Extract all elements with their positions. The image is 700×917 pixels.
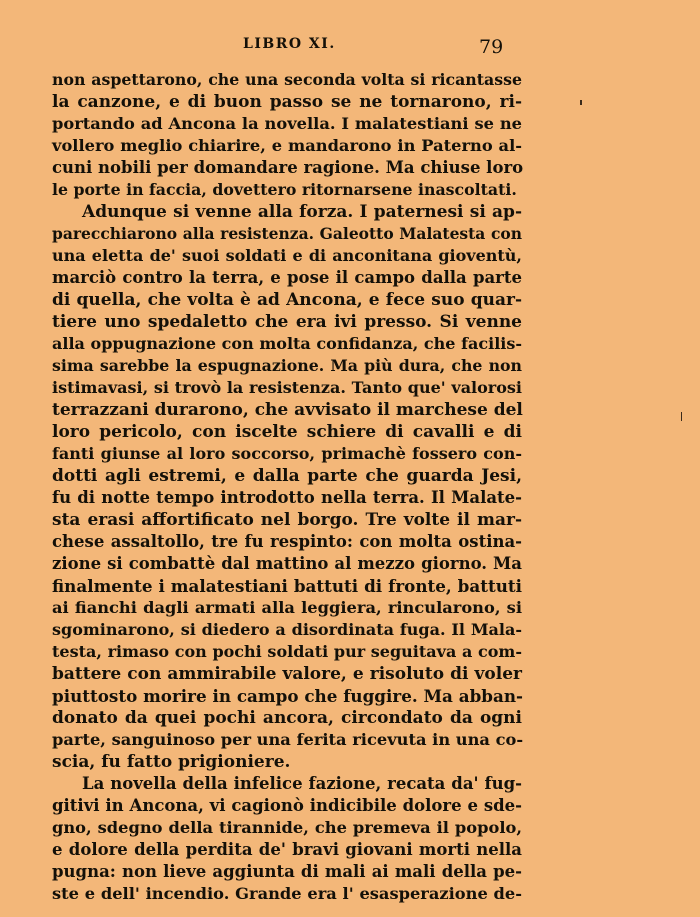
text-line: pugna: non lieve aggiunta di mali ai mali della pe- — [52, 862, 522, 881]
text-line: scia, fu fatto prigioniere. — [52, 752, 291, 772]
text-line: sgominarono, si diedero a disordinata fuga. Il Mala- — [52, 620, 522, 639]
text-line: fu di notte tempo introdotto nella terra. Il Malate- — [52, 488, 522, 507]
text-line: sima sarebbe la espugnazione. Ma più dura, che non — [52, 356, 522, 375]
text-line: gno, sdegno della tirannide, che premeva il popolo, — [52, 818, 522, 837]
text-line: zione si combattè dal mattino al mezzo giorno. Ma — [52, 554, 522, 573]
text-line: le porte in faccia, dovettero ritornarsene inascoltati. — [52, 180, 517, 199]
text-line: marciò contro la terra, e pose il campo dalla parte — [52, 268, 522, 287]
text-line: chese assaltollo, tre fu respinto: con molta ostina- — [52, 532, 522, 551]
print-speck — [580, 100, 582, 105]
text-line: loro pericolo, con iscelte schiere di cavalli e di — [52, 422, 522, 442]
text-line: ai fianchi dagli armati alla leggiera, rincularono, si — [52, 598, 522, 617]
text-line: portando ad Ancona la novella. I malatestiani se ne — [52, 114, 522, 133]
print-speck — [681, 412, 682, 421]
text-line: alla oppugnazione con molta confidanza, che facilis- — [52, 334, 522, 353]
text-line: non aspettarono, che una seconda volta si ricantasse — [52, 70, 522, 89]
text-line: e dolore della perdita de' bravi giovani morti nella — [52, 840, 522, 859]
page-number: 79 — [479, 36, 504, 58]
text-line: testa, rimaso con pochi soldati pur seguitava a com- — [52, 642, 522, 661]
text-line: terrazzani durarono, che avvisato il marchese del — [52, 400, 523, 420]
text-line: sta erasi affortificato nel borgo. Tre volte il mar- — [52, 510, 522, 530]
text-line: finalmente i malatestiani battuti di fronte, battuti — [52, 576, 522, 596]
text-line: istimavasi, si trovò la resistenza. Tanto que' valorosi — [52, 378, 522, 397]
text-line: cuni nobili per domandare ragione. Ma chiuse loro — [52, 158, 524, 177]
text-line: Adunque si venne alla forza. I paternesi si ap- — [82, 202, 522, 222]
text-line: una eletta de' suoi soldati e di anconitana gioventù, — [52, 246, 522, 265]
running-title: LIBRO XI. — [243, 36, 336, 52]
text-line: di quella, che volta è ad Ancona, e fece suo quar- — [52, 290, 522, 310]
text-line: piuttosto morire in campo che fuggire. Ma abban- — [52, 686, 523, 706]
text-line: la canzone, e di buon passo se ne tornarono, ri- — [52, 92, 522, 112]
text-line: donato da quei pochi ancora, circondato da ogni — [52, 708, 522, 728]
text-line: battere con ammirabile valore, e risoluto di voler — [52, 664, 522, 684]
text-line: parecchiarono alla resistenza. Galeotto Malatesta con — [52, 224, 522, 243]
text-line: ste e dell' incendio. Grande era l' esasperazione de- — [52, 884, 522, 903]
text-line: dotti agli estremi, e dalla parte che guarda Jesi, — [52, 466, 522, 486]
text-line: La novella della infelice fazione, recata da' fug- — [82, 774, 522, 793]
text-line: gitivi in Ancona, vi cagionò indicibile dolore e sde- — [52, 796, 522, 815]
text-line: fanti giunse al loro soccorso, primachè fossero con- — [52, 444, 522, 463]
text-line: tiere uno spedaletto che era ivi presso. Si venne — [52, 312, 522, 332]
text-line: vollero meglio chiarire, e mandarono in Paterno al- — [52, 136, 522, 155]
body-text — [52, 69, 522, 905]
text-line: parte, sanguinoso per una ferita ricevuta in una co- — [52, 730, 524, 749]
